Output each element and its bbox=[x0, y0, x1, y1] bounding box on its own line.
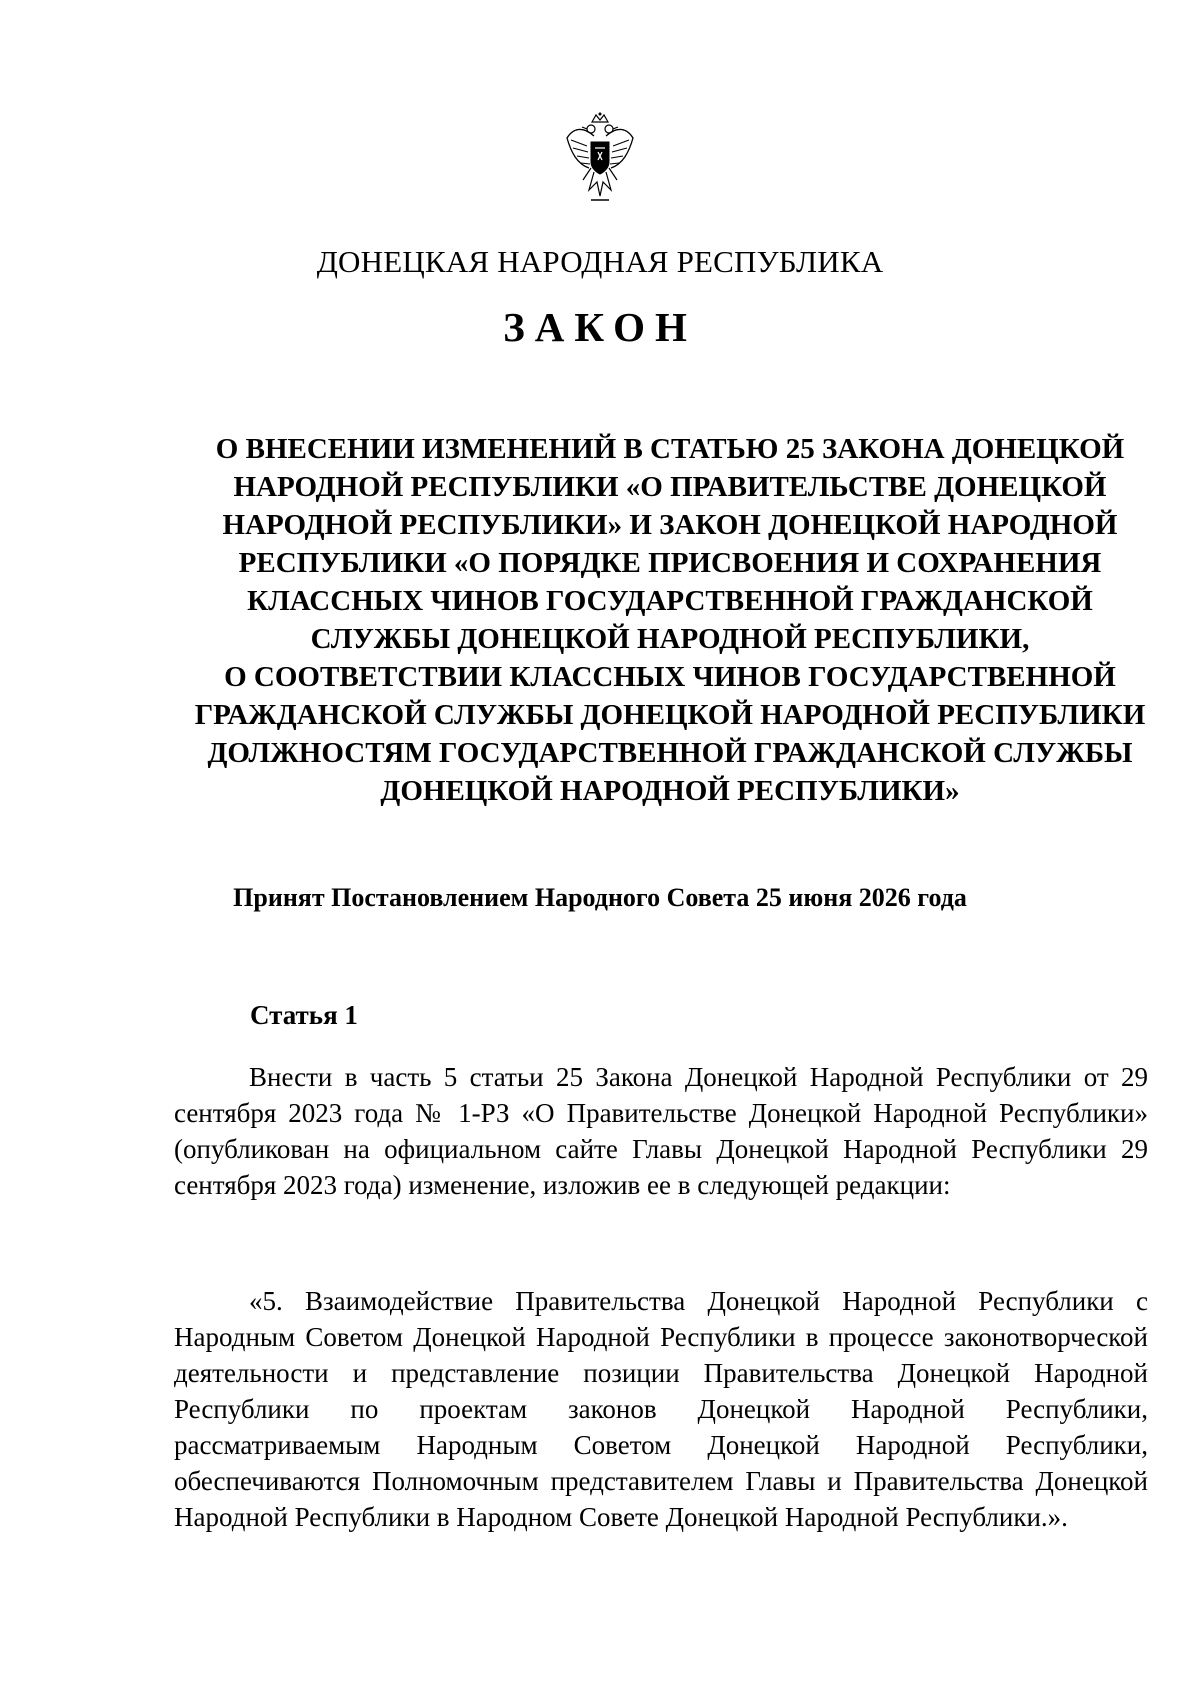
emblem-icon bbox=[565, 112, 635, 204]
title-line: РЕСПУБЛИКИ «О ПОРЯДКЕ ПРИСВОЕНИЯ И СОХРАНЕНИЯ bbox=[238, 547, 1102, 579]
title-line: НАРОДНОЙ РЕСПУБЛИКИ «О ПРАВИТЕЛЬСТВЕ ДОНЕЦКОЙ bbox=[233, 471, 1107, 503]
title-line: ДОНЕЦКОЙ НАРОДНОЙ РЕСПУБЛИКИ» bbox=[380, 775, 960, 807]
title-line: СЛУЖБЫ ДОНЕЦКОЙ НАРОДНОЙ РЕСПУБЛИКИ, bbox=[310, 623, 1030, 655]
title-line: О ВНЕСЕНИИ ИЗМЕНЕНИЙ В СТАТЬЮ 25 ЗАКОНА ДОНЕЦКОЙ bbox=[215, 433, 1125, 465]
article-paragraph-1: Внести в часть 5 статьи 25 Закона Донецкой Народной Республики от 29 сентября 2023 года № 1-РЗ «О Правительстве Донецкой Народной Республики» (опубликован на официальном сайте Главы Донецкой Народной Республики 29 сентября 2023 года) изменение, изложив ее в следующей редакции: bbox=[174, 1062, 1148, 1200]
law-title bbox=[190, 430, 1150, 810]
article-paragraph-2: «5. Взаимодействие Правительства Донецкой Народной Республики с Народным Советом Донецкой Народной Республики в процессе законотворческой деятельности и представление позиции Правительства Донецкой Народной Республики по проектам законов Донецкой Народной Республики, рассматриваемым Народным Советом Донецкой Народной Республики, обеспечиваются Полномочным представителем Главы и Правительства Донецкой Народной Республики в Народном Совете Донецкой Народной Республики.». bbox=[174, 1286, 1148, 1532]
republic-name: ДОНЕЦКАЯ НАРОДНАЯ РЕСПУБЛИКА bbox=[316, 244, 884, 279]
document-type: ЗАКОН bbox=[503, 304, 697, 350]
title-line: КЛАССНЫХ ЧИНОВ ГОСУДАРСТВЕННОЙ ГРАЖДАНСКОЙ bbox=[247, 585, 1093, 617]
title-line: ГРАЖДАНСКОЙ СЛУЖБЫ ДОНЕЦКОЙ НАРОДНОЙ РЕСПУБЛИКИ bbox=[194, 699, 1146, 731]
title-line: О СООТВЕТСТВИИ КЛАССНЫХ ЧИНОВ ГОСУДАРСТВЕННОЙ bbox=[224, 661, 1116, 693]
adoption-note: Принят Постановлением Народного Совета 25 июня 2026 года bbox=[233, 883, 967, 912]
article-heading: Статья 1 bbox=[250, 1000, 358, 1030]
title-line: ДОЛЖНОСТЯМ ГОСУДАРСТВЕННОЙ ГРАЖДАНСКОЙ СЛУЖБЫ bbox=[207, 737, 1133, 769]
title-line: НАРОДНОЙ РЕСПУБЛИКИ» И ЗАКОН ДОНЕЦКОЙ НАРОДНОЙ bbox=[222, 509, 1118, 541]
